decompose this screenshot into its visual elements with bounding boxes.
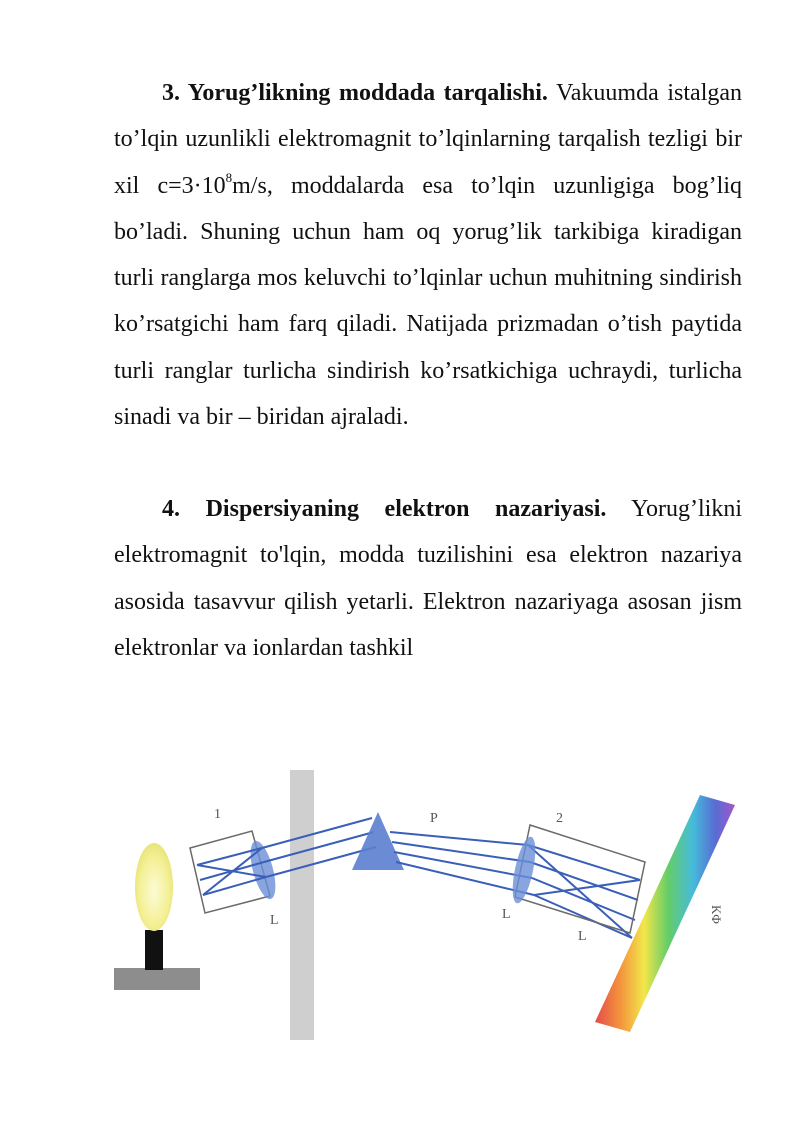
paragraph-text: Vakuumda istalgan to’lqin uzunlikli elektromagnit to’lqinlarning tarqalish tezligi bir xil c=3·10 — [114, 80, 743, 199]
label-screen: KΦ — [709, 905, 724, 924]
incident-beams — [197, 818, 376, 895]
paragraph-text: Yorug’likni elektromagnit to'lqin, modda tuzilishini esa elektron nazariya asosida tasavvur qilish yetarli. Elektron nazariyaga asosan jism elektronlar va ionlardan tashkil — [114, 496, 742, 661]
label-camera: 2 — [556, 811, 563, 826]
label-prism: P — [430, 811, 438, 826]
paragraph-text: m/s, moddalarda esa to’lqin uzunligiga bog’liq bo’ladi. Shuning uchun ham oq yorug’lik tarkibiga kiradigan turli ranglarga mos keluvchi to’lqinlar uchun muhitning sindirish ko’rsatgichi ham farq qiladi. Natijada prizmadan o’tish paytida turli ranglar turlicha sindirish ko’rsatkichiga uchraydi, turlicha sinadi va bir – biridan ajraladi. — [114, 172, 742, 431]
lamp-flame — [135, 843, 173, 931]
exponent: 8 — [225, 169, 233, 185]
label-collimator: 1 — [214, 807, 221, 822]
label-l3: L — [578, 929, 587, 944]
slit-diaphragm — [290, 770, 314, 1040]
label-l2: L — [502, 907, 511, 922]
lamp — [114, 843, 200, 990]
section-heading-3: 3. Yorug’likning moddada tarqalishi. — [162, 80, 548, 106]
section-heading-4: 4. Dispersiyaning elektron nazariyasi. — [162, 496, 607, 522]
lamp-stand — [114, 968, 200, 990]
label-l1: L — [270, 913, 279, 928]
lamp-base — [145, 930, 163, 970]
